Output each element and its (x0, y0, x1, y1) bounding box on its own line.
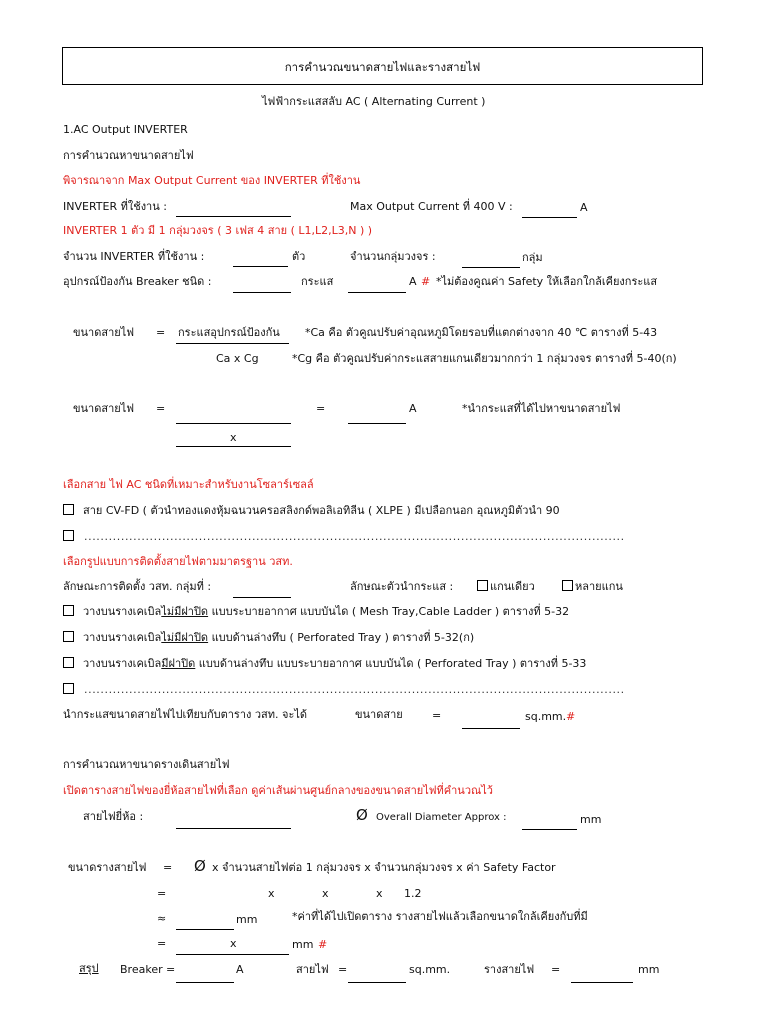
install-type-field[interactable] (233, 597, 291, 598)
conductor-type-label: ลักษณะตัวนำกระแส : (350, 580, 454, 593)
diameter-symbol: Ø (194, 857, 206, 875)
page-title: การคำนวณขนาดสายไฟและรางสายไฟ (284, 60, 481, 74)
num-inverter-field[interactable] (233, 266, 288, 267)
cvfd-text: สาย CV-FD ( ตัวนำทองแดงหุ้มฉนวนครอสลิงกด์พอลิเอทิลีน ( XLPE ) มีเปลือกนอก อุณหภูมิตัวนำ 90 (83, 504, 560, 517)
equals-sign: = (432, 709, 442, 722)
times-sign: x (376, 887, 383, 900)
summary-tray-field[interactable] (571, 982, 633, 983)
summary-label: สรุป (79, 962, 99, 975)
diameter-symbol: Ø (356, 806, 368, 824)
inverter-note: INVERTER 1 ตัว มี 1 กลุ่มวงจร ( 3 เฟส 4 สาย ( L1,L2,L3,N ) ) (63, 224, 373, 237)
tray-size-label: ขนาดรางสายไฟ (68, 861, 147, 874)
fraction-bar (176, 343, 289, 344)
option-text: วางบนรางเคเบิล (83, 657, 162, 670)
wire-denominator-field[interactable] (176, 446, 291, 447)
breaker-current-field[interactable] (348, 292, 406, 293)
brand-label: สายไฟยี่ห้อ : (83, 810, 144, 823)
safety-note: *ไม่ต้องคูณค่า Safety ให้เลือกใกล้เคียงกระแส (436, 275, 658, 288)
unit-tua: ตัว (292, 250, 306, 263)
safety-factor: 1.2 (404, 887, 422, 900)
install-option-other[interactable] (63, 683, 76, 697)
summary-tray-label: รางสายไฟ (484, 963, 535, 976)
equals-sign: = (166, 963, 176, 976)
tray-approx-field[interactable] (176, 929, 234, 930)
current-label: กระแส (301, 275, 334, 288)
open-table-note: เปิดตารางสายไฟของยี่ห้อสายไฟที่เลือก ดูค่าเส้นผ่านศูนย์กลางของขนาดสายไฟที่คำนวณไว้ (63, 784, 493, 797)
single-core-label: แกนเดียว (490, 580, 535, 593)
hash-mark: # (421, 275, 431, 288)
ca-note: *Ca คือ ตัวคูณปรับค่าอุณหภูมิโดยรอบที่แตกต่างจาก 40 ℃ ตารางที่ 5-43 (305, 326, 658, 339)
equals-sign: = (338, 963, 348, 976)
summary-wire-field[interactable] (348, 982, 406, 983)
calc-wire-heading: การคำนวณหาขนาดสายไฟ (63, 149, 194, 162)
equals-sign: = (156, 326, 166, 339)
equals-sign: = (156, 402, 166, 415)
multi-core-option[interactable] (562, 580, 623, 594)
unit-sqmm: sq.mm. (525, 710, 567, 723)
wire-size-label: ขนาดสาย (355, 708, 403, 721)
choose-ac-heading: เลือกสาย ไฟ AC ชนิดที่เหมาะสำหรับงานโซลาร์เซลล์ (63, 478, 314, 491)
breaker-type-field[interactable] (233, 292, 291, 293)
title-box (62, 47, 703, 85)
equals-sign: = (157, 887, 167, 900)
times-sign: x (322, 887, 329, 900)
no-cover-text: ไม่มีฝาปิด (161, 631, 209, 644)
unit-mm: mm (638, 963, 660, 976)
wire-sqmm-field[interactable] (462, 728, 520, 729)
summary-breaker-field[interactable] (176, 982, 234, 983)
option-text: แบบระบายอากาศ แบบบันได ( Mesh Tray,Cable Ladder ) ตารางที่ 5-32 (211, 605, 570, 618)
equals-sign: = (157, 937, 167, 950)
option-text: แบบด้านล่างทึบ ( Perforated Tray ) ตารางที่ 5-32(ก) (211, 631, 475, 644)
tray-formula: x จำนวนสายไฟต่อ 1 กลุ่มวงจร x จำนวนกลุ่มวงจร x ค่า Safety Factor (212, 861, 556, 874)
dotted-line: .................................................................................................................................... (84, 683, 625, 696)
unit-mm: mm (236, 913, 258, 926)
option-text: วางบนรางเคเบิล (83, 605, 162, 618)
install-option-3[interactable] (63, 657, 586, 671)
tray-note: *ค่าที่ได้ไปเปิดตาราง รางสายไฟแล้วเลือกขนาดใกล้เคียงกับที่มี (292, 910, 588, 923)
install-option-1[interactable] (63, 605, 569, 619)
summary-wire-label: สายไฟ (296, 963, 329, 976)
formula-numerator: กระแสอุปกรณ์ป้องกัน (178, 326, 280, 339)
num-circuit-label: จำนวนกลุ่มวงจร : (350, 250, 436, 263)
compare-label: นำกระแสขนาดสายไฟไปเทียบกับตาราง วสท. จะได้ (63, 708, 308, 721)
unit-sqmm: sq.mm. (409, 963, 451, 976)
brand-field[interactable] (176, 828, 291, 829)
approx-sign: ≈ (157, 912, 167, 925)
checkbox[interactable] (477, 580, 488, 591)
option-text: วางบนรางเคเบิล (83, 631, 162, 644)
checkbox[interactable] (63, 683, 74, 694)
checkbox[interactable] (63, 657, 74, 668)
max-output-field[interactable] (522, 217, 577, 218)
section-heading: 1.AC Output INVERTER (63, 123, 188, 136)
unit-mm: mm (292, 938, 314, 951)
use-current-note: *นำกระแสที่ได้ไปหาขนาดสายไฟ (462, 402, 621, 415)
equals-sign: = (316, 402, 326, 415)
hash-mark: # (566, 710, 576, 723)
times-sign: x (268, 887, 275, 900)
cg-note: *Cg คือ ตัวคูณปรับค่ากระแสสายแกนเดียวมากกว่า 1 กลุ่มวงจร ตารางที่ 5-40(ก) (292, 352, 677, 365)
checkbox[interactable] (63, 504, 74, 515)
unit-a: A (580, 201, 588, 214)
num-circuit-field[interactable] (462, 267, 520, 268)
inverter-used-field[interactable] (176, 216, 291, 217)
with-cover-text: มีฝาปิด (161, 657, 196, 670)
unit-a: A (409, 402, 417, 415)
summary-breaker-label: Breaker (120, 963, 163, 976)
other-wire-option[interactable] (63, 530, 76, 544)
cvfd-option[interactable] (63, 504, 560, 518)
single-core-option[interactable] (477, 580, 535, 594)
no-cover-text: ไม่มีฝาปิด (161, 605, 209, 618)
num-inverter-label: จำนวน INVERTER ที่ใช้งาน : (63, 250, 205, 263)
subtitle: ไฟฟ้ากระแสสลับ AC ( Alternating Current ) (262, 95, 486, 108)
equals-sign: = (551, 963, 561, 976)
unit-a: A (236, 963, 244, 976)
wire-numerator-field[interactable] (176, 423, 291, 424)
times-sign: x (230, 431, 237, 444)
wire-size-label: ขนาดสายไฟ (73, 402, 135, 415)
choose-install-heading: เลือกรูปแบบการติดตั้งสายไฟตามมาตรฐาน วสท. (63, 555, 293, 568)
hash-mark: # (318, 938, 328, 951)
breaker-type-label: อุปกรณ์ป้องกัน Breaker ชนิด : (63, 275, 212, 288)
overall-diameter-label: Overall Diameter Approx : (376, 812, 507, 823)
unit-a: A (409, 275, 417, 288)
checkbox[interactable] (63, 605, 74, 616)
option-text: แบบด้านล่างทึบ แบบระบายอากาศ แบบบันได ( Perforated Tray ) ตารางที่ 5-33 (195, 657, 587, 670)
times-sign: x (230, 937, 237, 950)
unit-group: กลุ่ม (522, 251, 543, 264)
max-output-label: Max Output Current ที่ 400 V : (350, 200, 513, 213)
install-type-label: ลักษณะการติดตั้ง วสท. กลุ่มที่ : (63, 580, 212, 593)
unit-mm: mm (580, 813, 602, 826)
checkbox[interactable] (562, 580, 573, 591)
wire-size-label: ขนาดสายไฟ (73, 326, 135, 339)
install-option-2[interactable] (63, 631, 474, 645)
equals-sign: = (163, 861, 173, 874)
dotted-line: .................................................................................................................................... (84, 530, 625, 543)
checkbox[interactable] (63, 530, 74, 541)
inverter-used-label: INVERTER ที่ใช้งาน : (63, 200, 167, 213)
multi-core-label: หลายแกน (575, 580, 623, 593)
wire-result-field[interactable] (348, 423, 406, 424)
overall-diameter-field[interactable] (522, 829, 577, 830)
checkbox[interactable] (63, 631, 74, 642)
formula-denominator: Ca x Cg (216, 352, 259, 365)
calc-tray-heading: การคำนวณหาขนาดรางเดินสายไฟ (63, 758, 230, 771)
tray-final-field[interactable] (176, 954, 289, 955)
consider-note: พิจารณาจาก Max Output Current ของ INVERTER ที่ใช้งาน (63, 174, 361, 187)
